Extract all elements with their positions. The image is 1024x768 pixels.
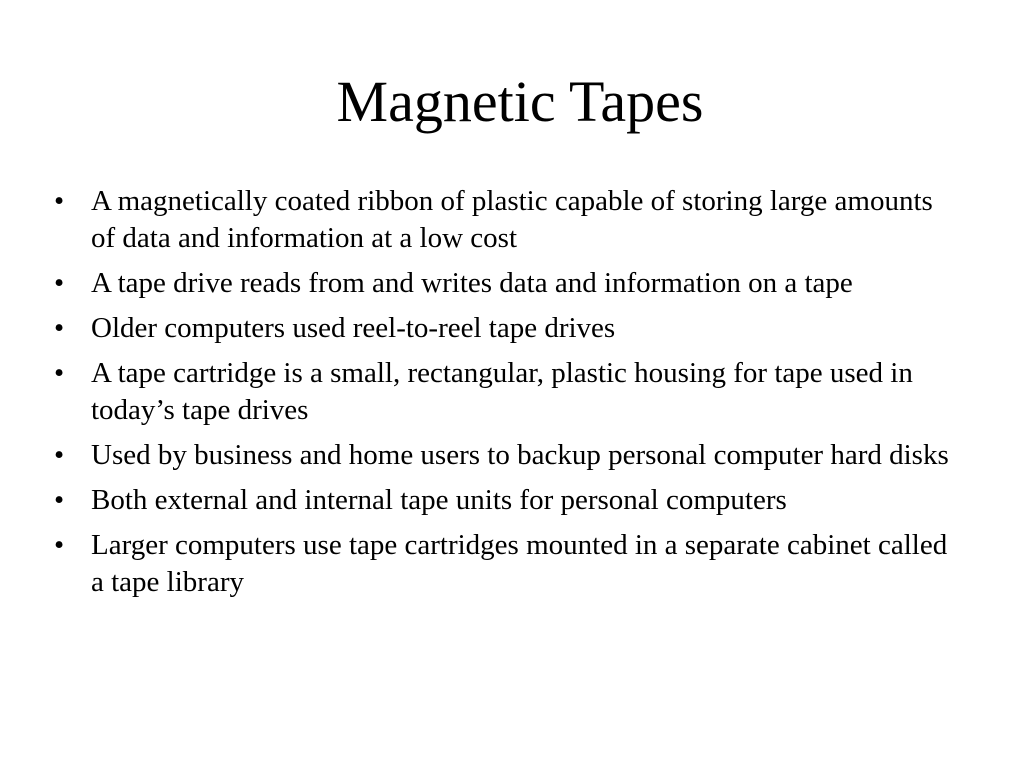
bullet-text: Used by business and home users to backup personal computer hard disks — [91, 439, 949, 471]
bullet-text: Larger computers use tape cartridges mounted in a separate cabinet called a tape library — [91, 529, 948, 598]
bullet-text: Both external and internal tape units for personal computers — [91, 484, 787, 516]
bullet-item — [52, 310, 952, 347]
bullet-icon: • — [54, 267, 65, 299]
bullet-item — [52, 482, 952, 519]
bullet-icon: • — [54, 484, 65, 516]
bullet-icon: • — [54, 357, 65, 389]
bullet-item — [52, 355, 952, 429]
bullet-icon: • — [54, 312, 65, 344]
bullet-icon: • — [54, 185, 65, 217]
bullet-text: A magnetically coated ribbon of plastic capable of storing large amounts of data and information at a low cost — [91, 185, 933, 254]
bullet-text: Older computers used reel-to-reel tape drives — [91, 312, 616, 344]
bullet-icon: • — [54, 439, 65, 471]
bullet-text: A tape drive reads from and writes data and information on a tape — [91, 267, 853, 299]
bullet-item — [52, 183, 952, 257]
bullet-item — [52, 437, 952, 474]
slide-title: Magnetic Tapes — [336, 69, 704, 134]
bullet-item — [52, 527, 952, 601]
bullet-item — [52, 265, 952, 302]
bullet-list — [52, 183, 952, 609]
bullet-icon: • — [54, 529, 65, 561]
bullet-text: A tape cartridge is a small, rectangular, plastic housing for tape used in today’s tape drives — [91, 357, 913, 426]
